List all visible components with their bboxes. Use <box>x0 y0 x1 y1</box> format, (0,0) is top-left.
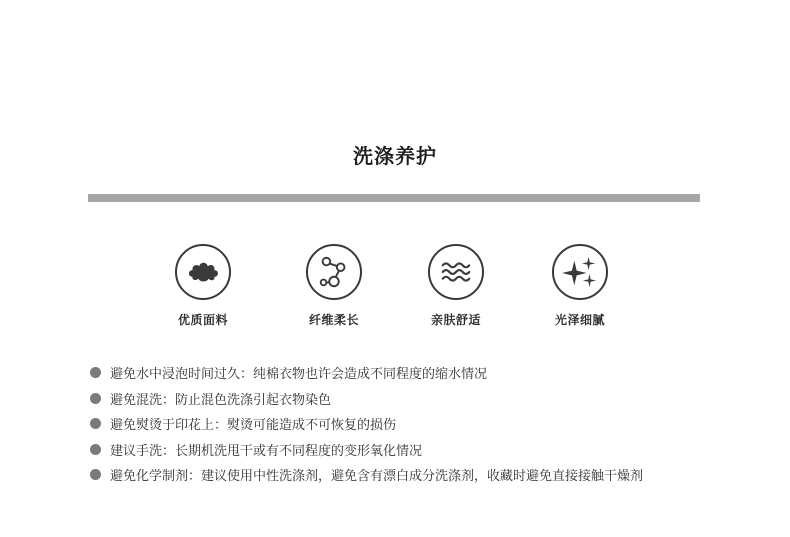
list-item <box>90 462 730 488</box>
wave-icon <box>428 244 484 300</box>
note-text: 避免化学制剂：建议使用中性洗涤剂，避免含有漂白成分洗涤剂，收藏时避免直接接触干燥剂 <box>110 469 644 485</box>
list-item <box>90 386 730 412</box>
page-title: 洗涤养护 <box>353 144 437 168</box>
list-item <box>90 411 730 437</box>
bullet-icon <box>90 418 101 429</box>
bullet-icon <box>90 469 101 480</box>
section-divider <box>88 194 700 202</box>
bullet-icon <box>90 393 101 404</box>
note-text: 避免熨烫于印花上：熨烫可能造成不可恢复的损伤 <box>110 418 397 434</box>
list-item <box>90 360 730 386</box>
feature-label: 优质面料 <box>177 313 228 327</box>
note-text: 避免水中浸泡时间过久：纯棉衣物也许会造成不同程度的缩水情况 <box>110 367 488 383</box>
feature-item-luster <box>530 244 630 328</box>
feature-label: 纤维柔长 <box>308 313 359 327</box>
cloud-icon <box>175 244 231 300</box>
feature-label: 光泽细腻 <box>554 313 605 327</box>
feature-item-fiber <box>284 244 384 328</box>
care-notes-list <box>90 360 730 488</box>
molecule-icon <box>306 244 362 300</box>
feature-label: 亲肤舒适 <box>430 313 481 327</box>
bullet-icon <box>90 444 101 455</box>
feature-item-fabric <box>153 244 253 328</box>
feature-row <box>0 244 790 334</box>
sparkle-icon <box>552 244 608 300</box>
feature-item-comfort <box>406 244 506 328</box>
list-item <box>90 437 730 463</box>
bullet-icon <box>90 367 101 378</box>
note-text: 避免混洗：防止混色洗涤引起衣物染色 <box>110 392 332 408</box>
note-text: 建议手洗：长期机洗甩干或有不同程度的变形氧化情况 <box>110 443 423 459</box>
